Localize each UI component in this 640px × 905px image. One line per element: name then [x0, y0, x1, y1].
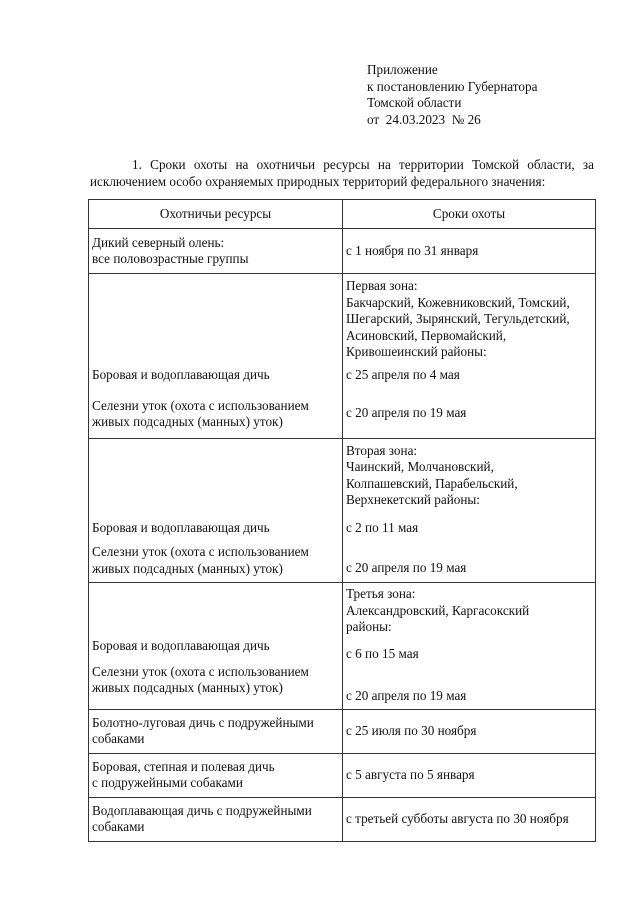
header-resources: Охотничьи ресурсы [89, 200, 343, 229]
zone1-districts-4: Кривошеинский районы: [346, 344, 487, 359]
waterfowl-line1: Водоплавающая дичь с подружейными [92, 802, 312, 818]
marsh-game-resource [89, 709, 343, 753]
zone1-districts-3: Асиновский, Первомайский, [346, 327, 507, 343]
intro-paragraph: 1. Сроки охоты на охотничьи ресурсы на территории Томской области, за исключением особо охраняемых природных территорий федерального значения: [90, 157, 594, 189]
deer-resource-line1: Дикий северный олень: [92, 234, 225, 250]
approval-stamp [367, 62, 617, 128]
upland-game-line2: с подружейными собаками [92, 775, 243, 790]
zone3-game2-line1: Селезни уток (охота с использованием [92, 663, 309, 679]
zone2-districts-2: Колпашевский, Парабельский, [346, 475, 518, 491]
header-periods: Сроки охоты [343, 200, 596, 229]
upland-game-line1: Боровая, степная и полевая дичь [92, 758, 275, 774]
zone2-districts-3: Верхнекетский районы: [346, 492, 480, 507]
zone1-resources [89, 274, 343, 439]
zone1-game2-line2: живых подсадных (манных) уток) [92, 414, 283, 429]
table-row-upland-game [89, 753, 596, 797]
zone3-period1: с 6 по 15 мая [346, 645, 419, 661]
marsh-game-line2: собаками [92, 731, 145, 746]
waterfowl-resource [89, 797, 343, 841]
zone3-game1: Боровая и водоплавающая дичь [92, 638, 270, 653]
stamp-line-decree: к постановлению Губернатора [367, 78, 538, 94]
waterfowl-period: с третьей субботы августа по 30 ноября [343, 797, 596, 841]
zone1-periods [343, 274, 596, 439]
upland-game-resource [89, 753, 343, 797]
deer-resource-line2: все половозрастные группы [92, 251, 249, 266]
zone3-row [89, 583, 596, 710]
zone1-title: Первая зона: [346, 278, 418, 293]
zone2-periods [343, 438, 596, 583]
zone1-period2: с 20 апреля по 19 мая [346, 405, 467, 420]
zone3-period2: с 20 апреля по 19 мая [346, 688, 467, 703]
zone2-period1: с 2 по 11 мая [346, 519, 419, 535]
zone3-title: Третья зона: [346, 586, 416, 601]
waterfowl-line2: собаками [92, 819, 145, 834]
table-header-row [89, 200, 596, 229]
zone2-game2-line1: Селезни уток (охота с использованием [92, 544, 309, 559]
zone3-districts-2: районы: [346, 619, 392, 634]
zone3-periods [343, 583, 596, 710]
table-row-waterfowl [89, 797, 596, 841]
zone2-row [89, 438, 596, 583]
zone2-game1: Боровая и водоплавающая дичь [92, 519, 270, 535]
hunting-periods-table [88, 199, 596, 842]
deer-resource [89, 229, 343, 274]
zone2-districts-1: Чаинский, Молчановский, [346, 459, 494, 474]
stamp-line-date-number: от 24.03.2023 № 26 [367, 111, 481, 127]
zone1-game2-line1: Селезни уток (охота с использованием [92, 397, 309, 413]
zone3-districts-1: Александровский, Каргасокский [346, 602, 530, 618]
upland-game-period: с 5 августа по 5 января [343, 753, 596, 797]
stamp-line-region: Томской области [367, 95, 462, 110]
zone1-row [89, 274, 596, 439]
zone2-period2: с 20 апреля по 19 мая [346, 560, 467, 575]
zone2-resources [89, 438, 343, 583]
zone2-game2-line2: живых подсадных (манных) уток) [92, 560, 283, 576]
marsh-game-period: с 25 июля по 30 ноября [343, 709, 596, 753]
table-row-deer [89, 229, 596, 274]
marsh-game-line1: Болотно-луговая дичь с подружейными [92, 714, 314, 730]
zone3-game2-line2: живых подсадных (манных) уток) [92, 680, 283, 695]
zone2-title: Вторая зона: [346, 442, 418, 458]
deer-period: с 1 ноября по 31 января [343, 229, 596, 274]
zone1-period1: с 25 апреля по 4 мая [346, 366, 460, 382]
zone1-districts-2: Шегарский, Зырянский, Тегульдетский, [346, 311, 570, 326]
zone1-game1: Боровая и водоплавающая дичь [92, 367, 270, 382]
zone3-resources [89, 583, 343, 710]
zone1-districts-1: Бакчарский, Кожевниковский, Томский, [346, 294, 570, 310]
stamp-line-appendix: Приложение [367, 62, 438, 77]
table-row-marsh-game [89, 709, 596, 753]
